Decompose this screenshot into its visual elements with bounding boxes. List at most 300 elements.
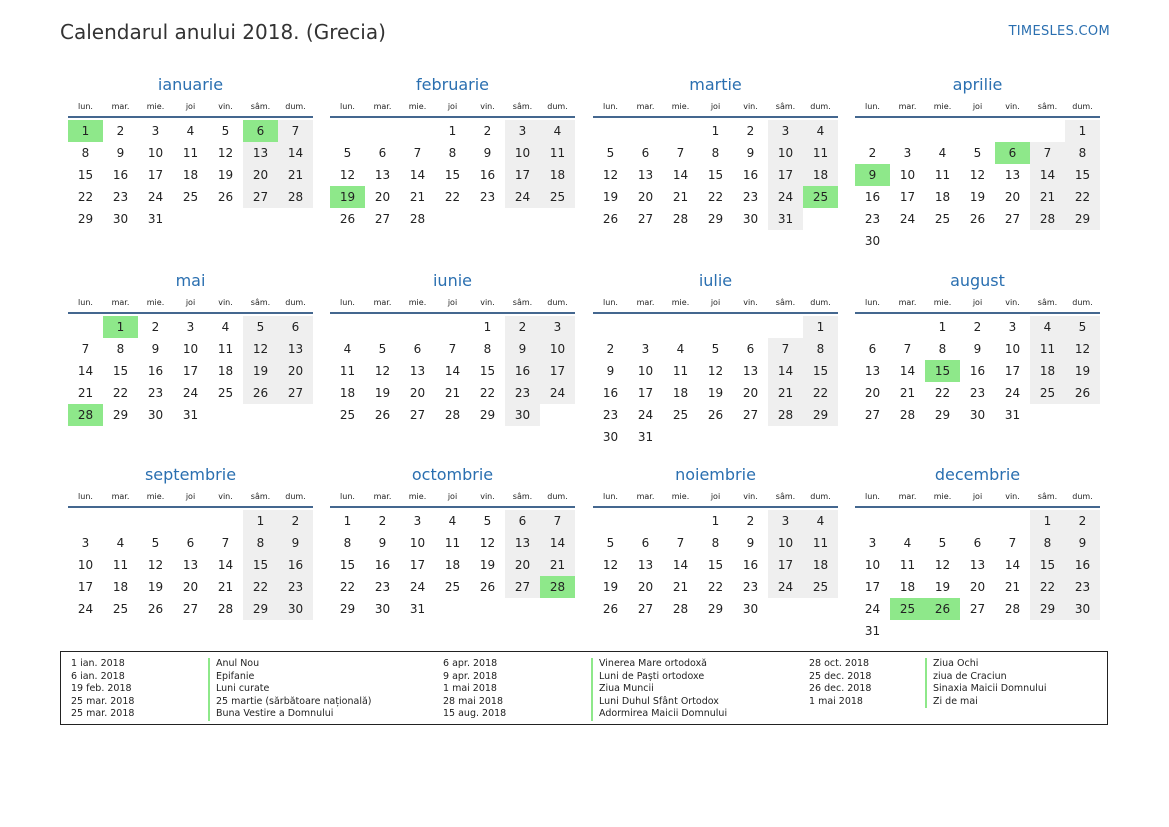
empty-cell	[628, 510, 663, 532]
weekday-label: joi	[447, 298, 458, 307]
day-cell: 5	[243, 316, 278, 338]
weekday-label: vin.	[743, 492, 758, 501]
empty-cell	[365, 120, 400, 142]
month-mai	[68, 271, 313, 426]
weekday-label: lun.	[78, 298, 93, 307]
empty-cell	[890, 510, 925, 532]
day-cell: 6	[746, 342, 755, 356]
empty-cell	[890, 120, 925, 142]
day-grid	[593, 508, 838, 620]
day-cell: 27	[742, 408, 759, 422]
day-cell: 9	[116, 146, 125, 160]
month-iunie	[330, 271, 575, 426]
weekday-label: mie.	[146, 102, 165, 111]
weekday-label: joi	[185, 102, 196, 111]
day-cell: 5	[606, 146, 615, 160]
legend-holiday: Anul Nou	[208, 658, 372, 671]
day-cell: 22	[803, 382, 838, 404]
weekday-label: lun.	[603, 492, 618, 501]
holiday-day-cell: 19	[330, 186, 365, 208]
day-cell: 14	[1004, 558, 1021, 572]
legend-date: 1 ian. 2018	[71, 658, 125, 669]
day-cell: 5	[606, 536, 615, 550]
day-cell: 15	[77, 168, 94, 182]
day-cell: 10	[1004, 342, 1021, 356]
day-cell: 2	[973, 320, 982, 334]
weekday-label: sâm.	[1037, 298, 1058, 307]
day-cell: 16	[1065, 554, 1100, 576]
day-cell: 11	[217, 342, 234, 356]
day-cell: 2	[116, 124, 125, 138]
weekday-label: mar.	[111, 102, 130, 111]
day-cell: 19	[707, 386, 724, 400]
day-cell: 22	[444, 190, 461, 204]
day-cell: 8	[711, 536, 720, 550]
weekday-label: joi	[972, 102, 983, 111]
day-cell: 13	[278, 338, 313, 360]
day-cell: 21	[409, 190, 426, 204]
day-cell: 4	[221, 320, 230, 334]
site-link[interactable]: TIMESLES.COM	[1008, 24, 1110, 39]
weekday-label: mar.	[898, 298, 917, 307]
day-cell: 14	[768, 360, 803, 382]
legend-dates-3	[809, 658, 871, 708]
weekday-header	[593, 488, 838, 508]
weekday-label: lun.	[78, 492, 93, 501]
legend-holiday: Luni Duhul Sfânt Ortodox	[591, 696, 727, 709]
day-cell: 2	[746, 514, 755, 528]
day-cell: 1	[343, 514, 352, 528]
day-cell: 17	[182, 364, 199, 378]
weekday-label: dum.	[1072, 102, 1093, 111]
day-cell: 2	[868, 146, 877, 160]
day-cell: 8	[938, 342, 947, 356]
weekday-label: lun.	[78, 102, 93, 111]
day-cell: 17	[768, 554, 803, 576]
day-cell: 21	[540, 554, 575, 576]
legend-date: 1 mai 2018	[443, 683, 497, 695]
empty-cell	[103, 510, 138, 532]
day-cell: 11	[899, 558, 916, 572]
weekday-label: lun.	[340, 492, 355, 501]
weekday-label: mie.	[671, 298, 690, 307]
day-cell: 16	[479, 168, 496, 182]
weekday-label: mie.	[933, 298, 952, 307]
empty-cell	[960, 120, 995, 142]
weekday-label: mie.	[671, 492, 690, 501]
empty-cell	[593, 316, 628, 338]
page-title: Calendarul anului 2018. (Grecia)	[60, 20, 386, 44]
day-cell: 12	[969, 168, 986, 182]
day-cell: 13	[1004, 168, 1021, 182]
weekday-label: mie.	[408, 298, 427, 307]
day-cell: 19	[479, 558, 496, 572]
empty-cell	[733, 316, 768, 338]
day-cell: 29	[112, 408, 129, 422]
day-cell: 25	[672, 408, 689, 422]
day-cell: 4	[448, 514, 457, 528]
empty-cell	[855, 316, 890, 338]
day-cell: 3	[151, 124, 160, 138]
weekday-label: dum.	[547, 102, 568, 111]
day-cell: 4	[903, 536, 912, 550]
day-cell: 10	[864, 558, 881, 572]
day-cell: 21	[217, 580, 234, 594]
day-cell: 26	[339, 212, 356, 226]
day-grid	[68, 508, 313, 620]
day-cell: 14	[540, 532, 575, 554]
day-cell: 18	[540, 164, 575, 186]
day-cell: 3	[868, 536, 877, 550]
day-cell: 3	[413, 514, 422, 528]
month-februarie	[330, 75, 575, 230]
day-cell: 18	[1030, 360, 1065, 382]
day-cell: 8	[81, 146, 90, 160]
day-cell: 12	[602, 168, 619, 182]
day-cell: 22	[479, 386, 496, 400]
empty-cell	[400, 316, 435, 338]
day-cell: 16	[112, 168, 129, 182]
day-grid	[68, 314, 313, 426]
day-cell: 5	[151, 536, 160, 550]
day-cell: 7	[278, 120, 313, 142]
empty-cell	[995, 120, 1030, 142]
day-cell: 17	[899, 190, 916, 204]
day-cell: 12	[602, 558, 619, 572]
month-ianuarie	[68, 75, 313, 230]
empty-cell	[628, 120, 663, 142]
weekday-label: joi	[185, 492, 196, 501]
day-cell: 15	[339, 558, 356, 572]
legend-holiday: 25 martie (sărbătoare națională)	[208, 696, 372, 709]
day-cell: 7	[81, 342, 90, 356]
day-cell: 18	[112, 580, 129, 594]
weekday-label: joi	[447, 492, 458, 501]
weekday-label: joi	[185, 298, 196, 307]
weekday-label: dum.	[285, 102, 306, 111]
day-cell: 12	[1065, 338, 1100, 360]
day-cell: 21	[768, 382, 803, 404]
day-cell: 27	[409, 408, 426, 422]
day-cell: 28	[672, 212, 689, 226]
day-cell: 4	[803, 120, 838, 142]
day-cell: 12	[479, 536, 496, 550]
empty-cell	[855, 120, 890, 142]
day-cell: 26	[969, 212, 986, 226]
day-cell: 20	[243, 164, 278, 186]
day-cell: 12	[339, 168, 356, 182]
day-cell: 10	[768, 532, 803, 554]
legend-date: 6 ian. 2018	[71, 670, 125, 682]
weekday-label: sâm.	[512, 298, 533, 307]
holiday-day-cell: 28	[68, 404, 103, 426]
weekday-label: vin.	[1005, 298, 1020, 307]
day-cell: 20	[864, 386, 881, 400]
day-cell: 26	[602, 212, 619, 226]
day-cell: 19	[217, 168, 234, 182]
empty-cell	[698, 316, 733, 338]
day-cell: 7	[676, 536, 685, 550]
day-cell: 16	[864, 190, 881, 204]
day-cell: 1	[711, 124, 720, 138]
day-cell: 13	[864, 364, 881, 378]
day-cell: 26	[243, 382, 278, 404]
month-name: noiembrie	[675, 465, 756, 484]
day-cell: 29	[339, 602, 356, 616]
day-cell: 5	[221, 124, 230, 138]
day-cell: 8	[1065, 142, 1100, 164]
day-cell: 17	[409, 558, 426, 572]
day-cell: 1	[243, 510, 278, 532]
day-cell: 14	[77, 364, 94, 378]
month-octombrie	[330, 465, 575, 620]
day-grid	[593, 118, 838, 230]
month-august	[855, 271, 1100, 426]
weekday-label: sâm.	[1037, 102, 1058, 111]
day-cell: 7	[768, 338, 803, 360]
weekday-label: dum.	[810, 102, 831, 111]
weekday-header	[593, 98, 838, 118]
weekday-label: mar.	[373, 102, 392, 111]
month-decembrie	[855, 465, 1100, 642]
day-cell: 21	[444, 386, 461, 400]
day-cell: 11	[934, 168, 951, 182]
weekday-label: lun.	[340, 102, 355, 111]
month-name: ianuarie	[157, 75, 224, 94]
day-cell: 3	[81, 536, 90, 550]
day-cell: 15	[1065, 164, 1100, 186]
day-cell: 28	[217, 602, 234, 616]
legend-holiday: Zi de mai	[925, 696, 1047, 709]
weekday-label: dum.	[810, 298, 831, 307]
day-cell: 5	[938, 536, 947, 550]
weekday-label: sâm.	[512, 102, 533, 111]
day-cell: 12	[374, 364, 391, 378]
legend-date: 25 dec. 2018	[809, 670, 872, 682]
holiday-day-cell: 25	[890, 598, 925, 620]
legend-date: 25 mar. 2018	[71, 708, 135, 720]
day-cell: 6	[413, 342, 422, 356]
day-cell: 4	[116, 536, 125, 550]
month-name: iulie	[698, 271, 733, 290]
day-cell: 9	[606, 364, 615, 378]
day-cell: 11	[803, 142, 838, 164]
day-cell: 10	[77, 558, 94, 572]
holiday-day-cell: 26	[925, 598, 960, 620]
day-cell: 28	[1004, 602, 1021, 616]
weekday-label: dum.	[547, 492, 568, 501]
day-cell: 24	[409, 580, 426, 594]
empty-cell	[330, 316, 365, 338]
day-cell: 23	[602, 408, 619, 422]
weekday-label: joi	[447, 102, 458, 111]
empty-cell	[960, 510, 995, 532]
day-cell: 6	[641, 146, 650, 160]
weekday-label: lun.	[603, 102, 618, 111]
day-cell: 25	[112, 602, 129, 616]
day-cell: 14	[444, 364, 461, 378]
day-cell: 8	[343, 536, 352, 550]
day-cell: 15	[112, 364, 129, 378]
empty-cell	[330, 120, 365, 142]
day-cell: 7	[676, 146, 685, 160]
day-cell: 19	[969, 190, 986, 204]
day-cell: 4	[343, 342, 352, 356]
day-cell: 22	[243, 576, 278, 598]
weekday-label: lun.	[340, 298, 355, 307]
month-name: iunie	[432, 271, 472, 290]
day-cell: 25	[540, 186, 575, 208]
legend-date: 6 apr. 2018	[443, 658, 498, 669]
day-cell: 16	[278, 554, 313, 576]
day-cell: 18	[339, 386, 356, 400]
day-cell: 18	[899, 580, 916, 594]
weekday-header	[68, 294, 313, 314]
weekday-label: mie.	[933, 492, 952, 501]
month-name: octombrie	[411, 465, 494, 484]
holiday-day-cell: 15	[925, 360, 960, 382]
day-cell: 19	[243, 360, 278, 382]
day-cell: 11	[803, 532, 838, 554]
day-cell: 28	[409, 212, 426, 226]
day-cell: 23	[374, 580, 391, 594]
weekday-label: dum.	[285, 298, 306, 307]
weekday-label: dum.	[547, 298, 568, 307]
day-cell: 10	[505, 142, 540, 164]
day-cell: 11	[182, 146, 199, 160]
day-cell: 10	[409, 536, 426, 550]
day-cell: 8	[483, 342, 492, 356]
day-cell: 14	[1030, 164, 1065, 186]
empty-cell	[68, 316, 103, 338]
day-cell: 30	[602, 430, 619, 444]
day-cell: 31	[409, 602, 426, 616]
day-cell: 29	[803, 404, 838, 426]
day-cell: 28	[1030, 208, 1065, 230]
day-cell: 25	[182, 190, 199, 204]
day-cell: 6	[973, 536, 982, 550]
day-cell: 4	[186, 124, 195, 138]
day-cell: 8	[243, 532, 278, 554]
day-cell: 9	[746, 146, 755, 160]
day-cell: 25	[803, 576, 838, 598]
day-cell: 20	[969, 580, 986, 594]
day-cell: 11	[339, 364, 356, 378]
day-cell: 29	[707, 212, 724, 226]
legend-names-3	[925, 658, 1047, 708]
empty-cell	[1030, 120, 1065, 142]
day-cell: 8	[116, 342, 125, 356]
weekday-label: lun.	[865, 492, 880, 501]
legend-date: 28 mai 2018	[443, 695, 504, 707]
day-cell: 20	[278, 360, 313, 382]
day-cell: 23	[147, 386, 164, 400]
day-cell: 23	[278, 576, 313, 598]
day-cell: 19	[602, 580, 619, 594]
day-cell: 1	[1065, 120, 1100, 142]
day-cell: 28	[768, 404, 803, 426]
empty-cell	[138, 510, 173, 532]
weekday-header	[330, 98, 575, 118]
day-cell: 12	[243, 338, 278, 360]
day-cell: 30	[742, 212, 759, 226]
day-cell: 27	[182, 602, 199, 616]
empty-cell	[890, 316, 925, 338]
weekday-label: mie.	[146, 492, 165, 501]
day-cell: 9	[973, 342, 982, 356]
day-cell: 19	[602, 190, 619, 204]
weekday-header	[855, 98, 1100, 118]
day-cell: 9	[151, 342, 160, 356]
day-cell: 19	[374, 386, 391, 400]
weekday-label: sâm.	[775, 102, 796, 111]
day-grid	[330, 314, 575, 426]
day-cell: 20	[637, 190, 654, 204]
day-cell: 15	[707, 168, 724, 182]
day-cell: 2	[746, 124, 755, 138]
day-cell: 3	[186, 320, 195, 334]
day-cell: 3	[505, 120, 540, 142]
day-grid	[330, 118, 575, 230]
legend-names-2	[591, 658, 727, 721]
day-cell: 26	[374, 408, 391, 422]
day-cell: 15	[479, 364, 496, 378]
day-cell: 15	[803, 360, 838, 382]
day-cell: 21	[672, 580, 689, 594]
day-cell: 24	[77, 602, 94, 616]
month-septembrie	[68, 465, 313, 620]
day-cell: 25	[934, 212, 951, 226]
day-cell: 25	[444, 580, 461, 594]
day-cell: 21	[1004, 580, 1021, 594]
weekday-label: mar.	[373, 298, 392, 307]
weekday-label: sâm.	[775, 298, 796, 307]
weekday-header	[593, 294, 838, 314]
day-cell: 7	[413, 146, 422, 160]
day-cell: 20	[374, 190, 391, 204]
day-cell: 1	[1030, 510, 1065, 532]
day-cell: 4	[676, 342, 685, 356]
day-cell: 10	[899, 168, 916, 182]
day-cell: 7	[903, 342, 912, 356]
day-cell: 1	[938, 320, 947, 334]
day-cell: 18	[672, 386, 689, 400]
day-cell: 11	[540, 142, 575, 164]
month-name: aprilie	[952, 75, 1003, 94]
legend-holiday: Ziua Ochi	[925, 658, 1047, 671]
legend-date: 9 apr. 2018	[443, 670, 498, 682]
day-cell: 15	[243, 554, 278, 576]
empty-cell	[663, 316, 698, 338]
day-cell: 6	[278, 316, 313, 338]
day-cell: 17	[637, 386, 654, 400]
day-cell: 17	[77, 580, 94, 594]
day-cell: 5	[1065, 316, 1100, 338]
weekday-header	[855, 294, 1100, 314]
day-cell: 21	[278, 164, 313, 186]
weekday-header	[68, 98, 313, 118]
day-cell: 18	[182, 168, 199, 182]
day-cell: 29	[479, 408, 496, 422]
weekday-label: dum.	[1072, 298, 1093, 307]
day-cell: 12	[217, 146, 234, 160]
legend-date: 26 dec. 2018	[809, 683, 872, 695]
day-cell: 1	[803, 316, 838, 338]
day-cell: 23	[112, 190, 129, 204]
holiday-legend	[60, 651, 1108, 725]
day-cell: 7	[448, 342, 457, 356]
weekday-label: lun.	[865, 102, 880, 111]
